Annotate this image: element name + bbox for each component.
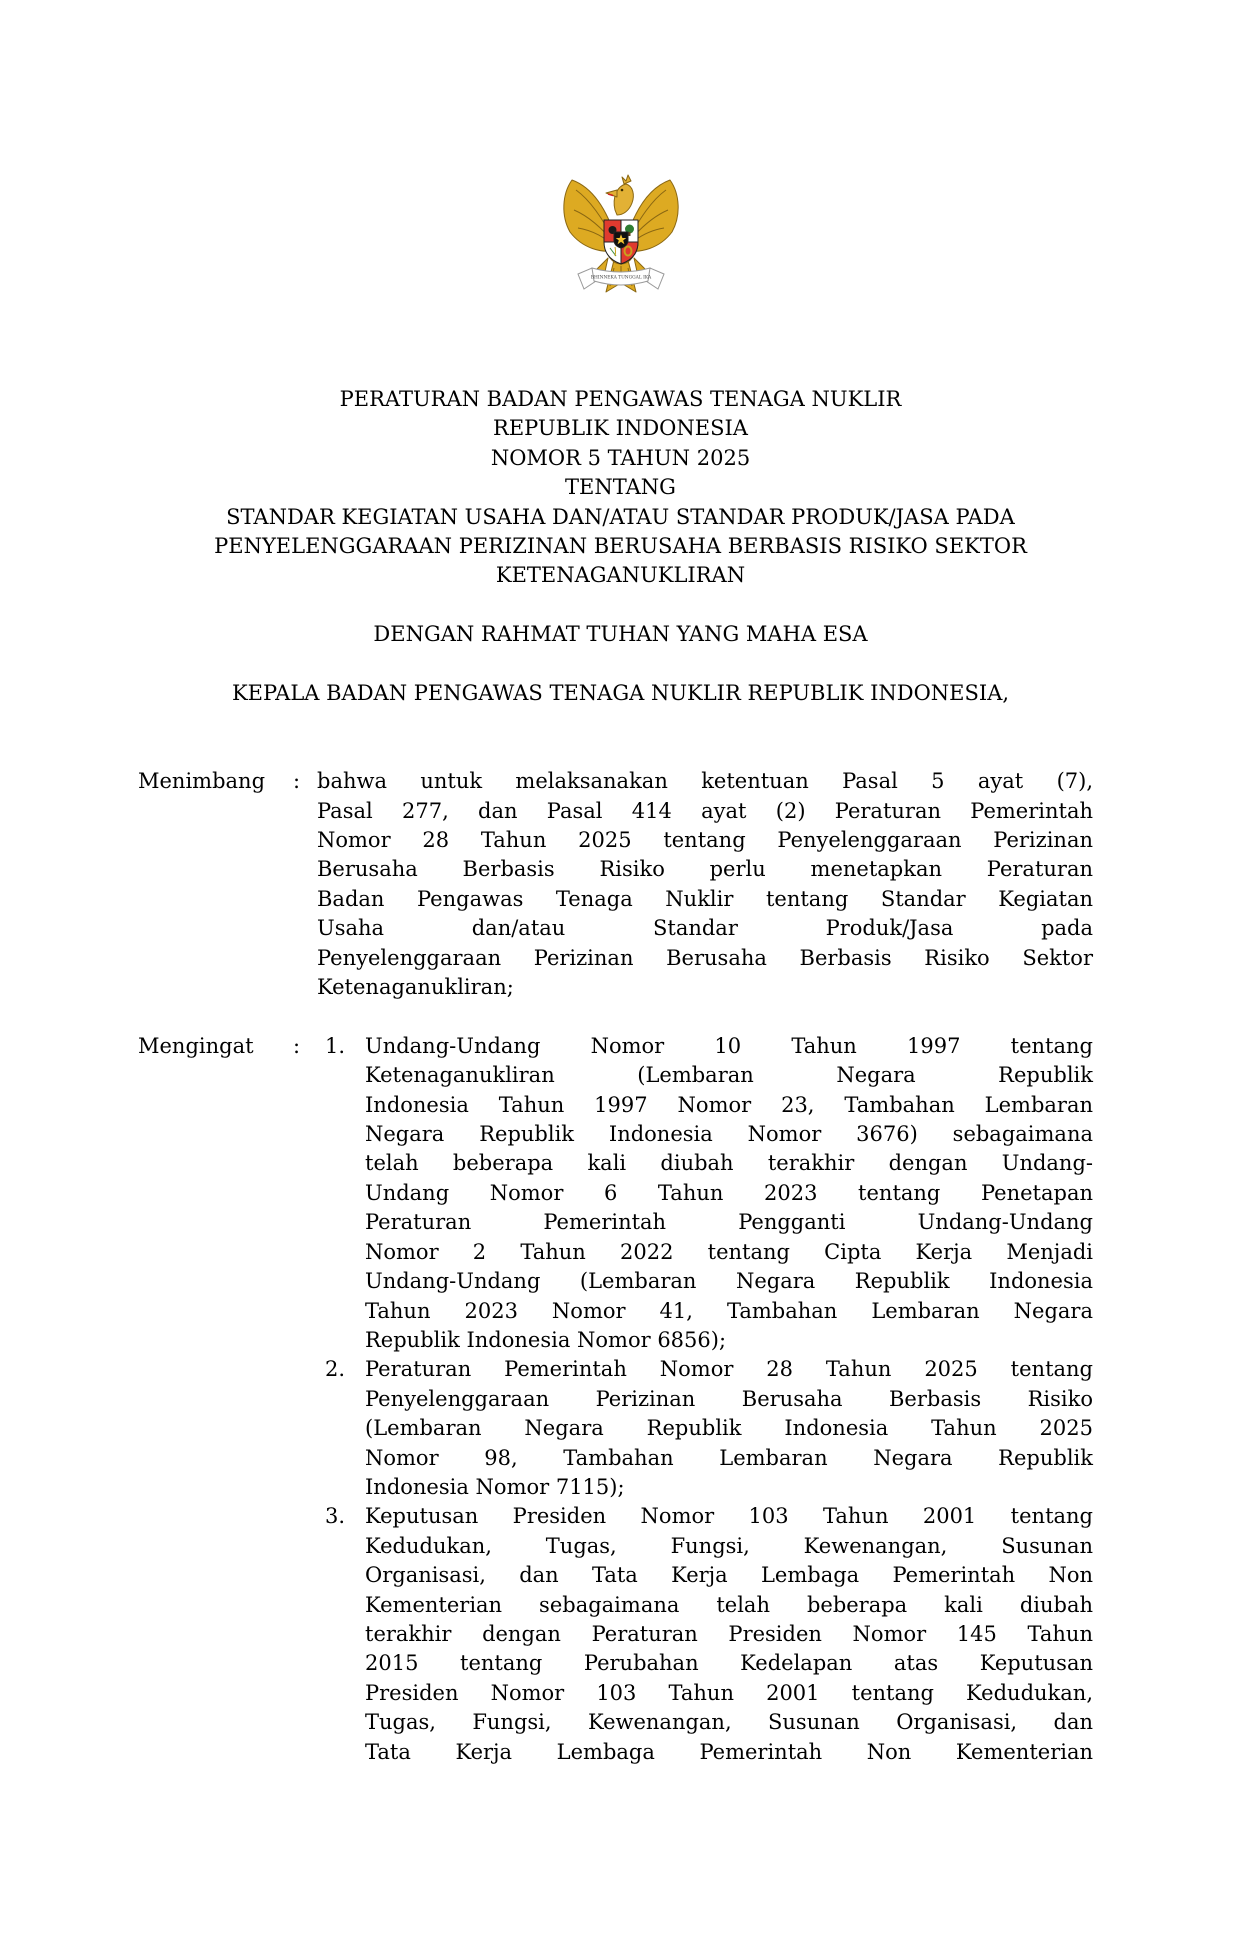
list-item-line: Undang Nomor 6 Tahun 2023 tentang Penetapan: [365, 1180, 1093, 1205]
list-item-line: Indonesia Tahun 1997 Nomor 23, Tambahan Lembaran: [365, 1092, 1093, 1117]
title-line: REPUBLIK INDONESIA: [493, 416, 748, 441]
title-line: KETENAGANUKLIRAN: [495, 563, 746, 588]
list-item-lines: [365, 1355, 1093, 1502]
paragraph-line: Pasal 277, dan Pasal 414 ayat (2) Peraturan Pemerintah: [317, 798, 1093, 823]
list-item-number: 2.: [325, 1357, 346, 1382]
list-item-line: Peraturan Pemerintah Pengganti Undang-Undang: [365, 1210, 1093, 1235]
paragraph-line: Badan Pengawas Tenaga Nuklir tentang Standar Kegiatan: [317, 886, 1093, 911]
blank-line: [0, 738, 1241, 767]
list-item: [317, 1032, 1093, 1355]
title-line: STANDAR KEGIATAN USAHA DAN/ATAU STANDAR PRODUK/JASA PADA: [226, 504, 1015, 529]
list-item-line: Negara Republik Indonesia Nomor 3676) sebagaimana: [365, 1122, 1093, 1147]
title-line: TENTANG: [565, 475, 676, 500]
list-item-line: 2015 tentang Perubahan Kedelapan atas Keputusan: [365, 1651, 1093, 1676]
section-mengingat-label: Mengingat: [138, 1033, 254, 1058]
authority-line: KEPALA BADAN PENGAWAS TENAGA NUKLIR REPUBLIK INDONESIA,: [231, 681, 1010, 706]
section-mengingat-colon: :: [293, 1033, 301, 1058]
title-line: PERATURAN BADAN PENGAWAS TENAGA NUKLIR: [339, 387, 902, 411]
list-item-line: Tata Kerja Lembaga Pemerintah Non Kementerian: [365, 1739, 1093, 1764]
list-item-line: Undang-Undang (Lembaran Negara Republik Indonesia: [365, 1269, 1093, 1294]
section-menimbang: [0, 767, 1241, 1002]
list-item-line: Organisasi, dan Tata Kerja Lembaga Pemerintah Non: [365, 1563, 1093, 1588]
section-mengingat: [0, 1032, 1241, 1767]
invocation-line: DENGAN RAHMAT TUHAN YANG MAHA ESA: [373, 622, 868, 647]
list-item-line: Keputusan Presiden Nomor 103 Tahun 2001 tentang: [365, 1504, 1093, 1529]
section-menimbang-label: Menimbang: [138, 769, 266, 794]
list-item-line: terakhir dengan Peraturan Presiden Nomor 145 Tahun: [365, 1621, 1093, 1646]
list-item-line: Penyelenggaraan Perizinan Berusaha Berbasis Risiko: [365, 1386, 1093, 1411]
list-item: [317, 1502, 1093, 1767]
list-item: [317, 1355, 1093, 1502]
list-item-number: 3.: [325, 1504, 346, 1529]
list-item-line: Undang-Undang Nomor 10 Tahun 1997 tentang: [365, 1033, 1093, 1058]
section-menimbang-colon: :: [293, 769, 301, 794]
emblem-motto-text: BHINNEKA TUNGGAL IKA: [590, 275, 651, 281]
list-item-line: (Lembaran Negara Republik Indonesia Tahun 2025: [365, 1416, 1093, 1441]
section-mengingat-content: [317, 1032, 1093, 1767]
paragraph-line: Usaha dan/atau Standar Produk/Jasa pada: [317, 916, 1093, 941]
list-item-line: telah beberapa kali diubah terakhir dengan Undang-: [365, 1151, 1093, 1176]
list-item-line: Indonesia Nomor 7115);: [365, 1474, 625, 1499]
list-item-line: Kementerian sebagaimana telah beberapa kali diubah: [365, 1592, 1093, 1617]
list-item-line: Peraturan Pemerintah Nomor 28 Tahun 2025 tentang: [365, 1357, 1093, 1382]
paragraph-line: Penyelenggaraan Perizinan Berusaha Berbasis Risiko Sektor: [317, 945, 1093, 970]
title-line: NOMOR 5 TAHUN 2025: [490, 445, 751, 470]
garuda-pancasila-emblem: [558, 168, 684, 302]
list-item-line: Ketenaganukliran (Lembaran Negara Republik: [365, 1063, 1093, 1088]
document-body: [0, 385, 1241, 1767]
blank-line: [0, 708, 1241, 737]
section-menimbang-content: [317, 767, 1093, 1002]
title-block: [0, 385, 1241, 591]
title-line: PENYELENGGARAAN PERIZINAN BERUSAHA BERBASIS RISIKO SEKTOR: [214, 534, 1027, 559]
paragraph-line: Nomor 28 Tahun 2025 tentang Penyelenggaraan Perizinan: [317, 828, 1093, 853]
list-item-line: Republik Indonesia Nomor 6856);: [365, 1327, 727, 1352]
list-item-lines: [365, 1502, 1093, 1767]
list-item-line: Tahun 2023 Nomor 41, Tambahan Lembaran Negara: [365, 1298, 1093, 1323]
list-item-line: Kedudukan, Tugas, Fungsi, Kewenangan, Susunan: [365, 1533, 1093, 1558]
list-item-line: Presiden Nomor 103 Tahun 2001 tentang Kedudukan,: [365, 1680, 1093, 1705]
blank-line: [0, 1002, 1241, 1031]
paragraph-line: Ketenaganukliran;: [317, 975, 514, 1000]
list-item-lines: [365, 1032, 1093, 1355]
blank-line: [0, 650, 1241, 679]
list-item-line: Nomor 98, Tambahan Lembaran Negara Republik: [365, 1445, 1093, 1470]
paragraph-line: Berusaha Berbasis Risiko perlu menetapkan Peraturan: [317, 857, 1093, 882]
list-item-line: Nomor 2 Tahun 2022 tentang Cipta Kerja Menjadi: [365, 1239, 1093, 1264]
list-item-number: 1.: [325, 1033, 346, 1058]
list-item-line: Tugas, Fungsi, Kewenangan, Susunan Organisasi, dan: [365, 1710, 1093, 1735]
blank-line: [0, 591, 1241, 620]
paragraph-line: bahwa untuk melaksanakan ketentuan Pasal 5 ayat (7),: [317, 769, 1093, 794]
emblem-container: [0, 168, 1241, 302]
